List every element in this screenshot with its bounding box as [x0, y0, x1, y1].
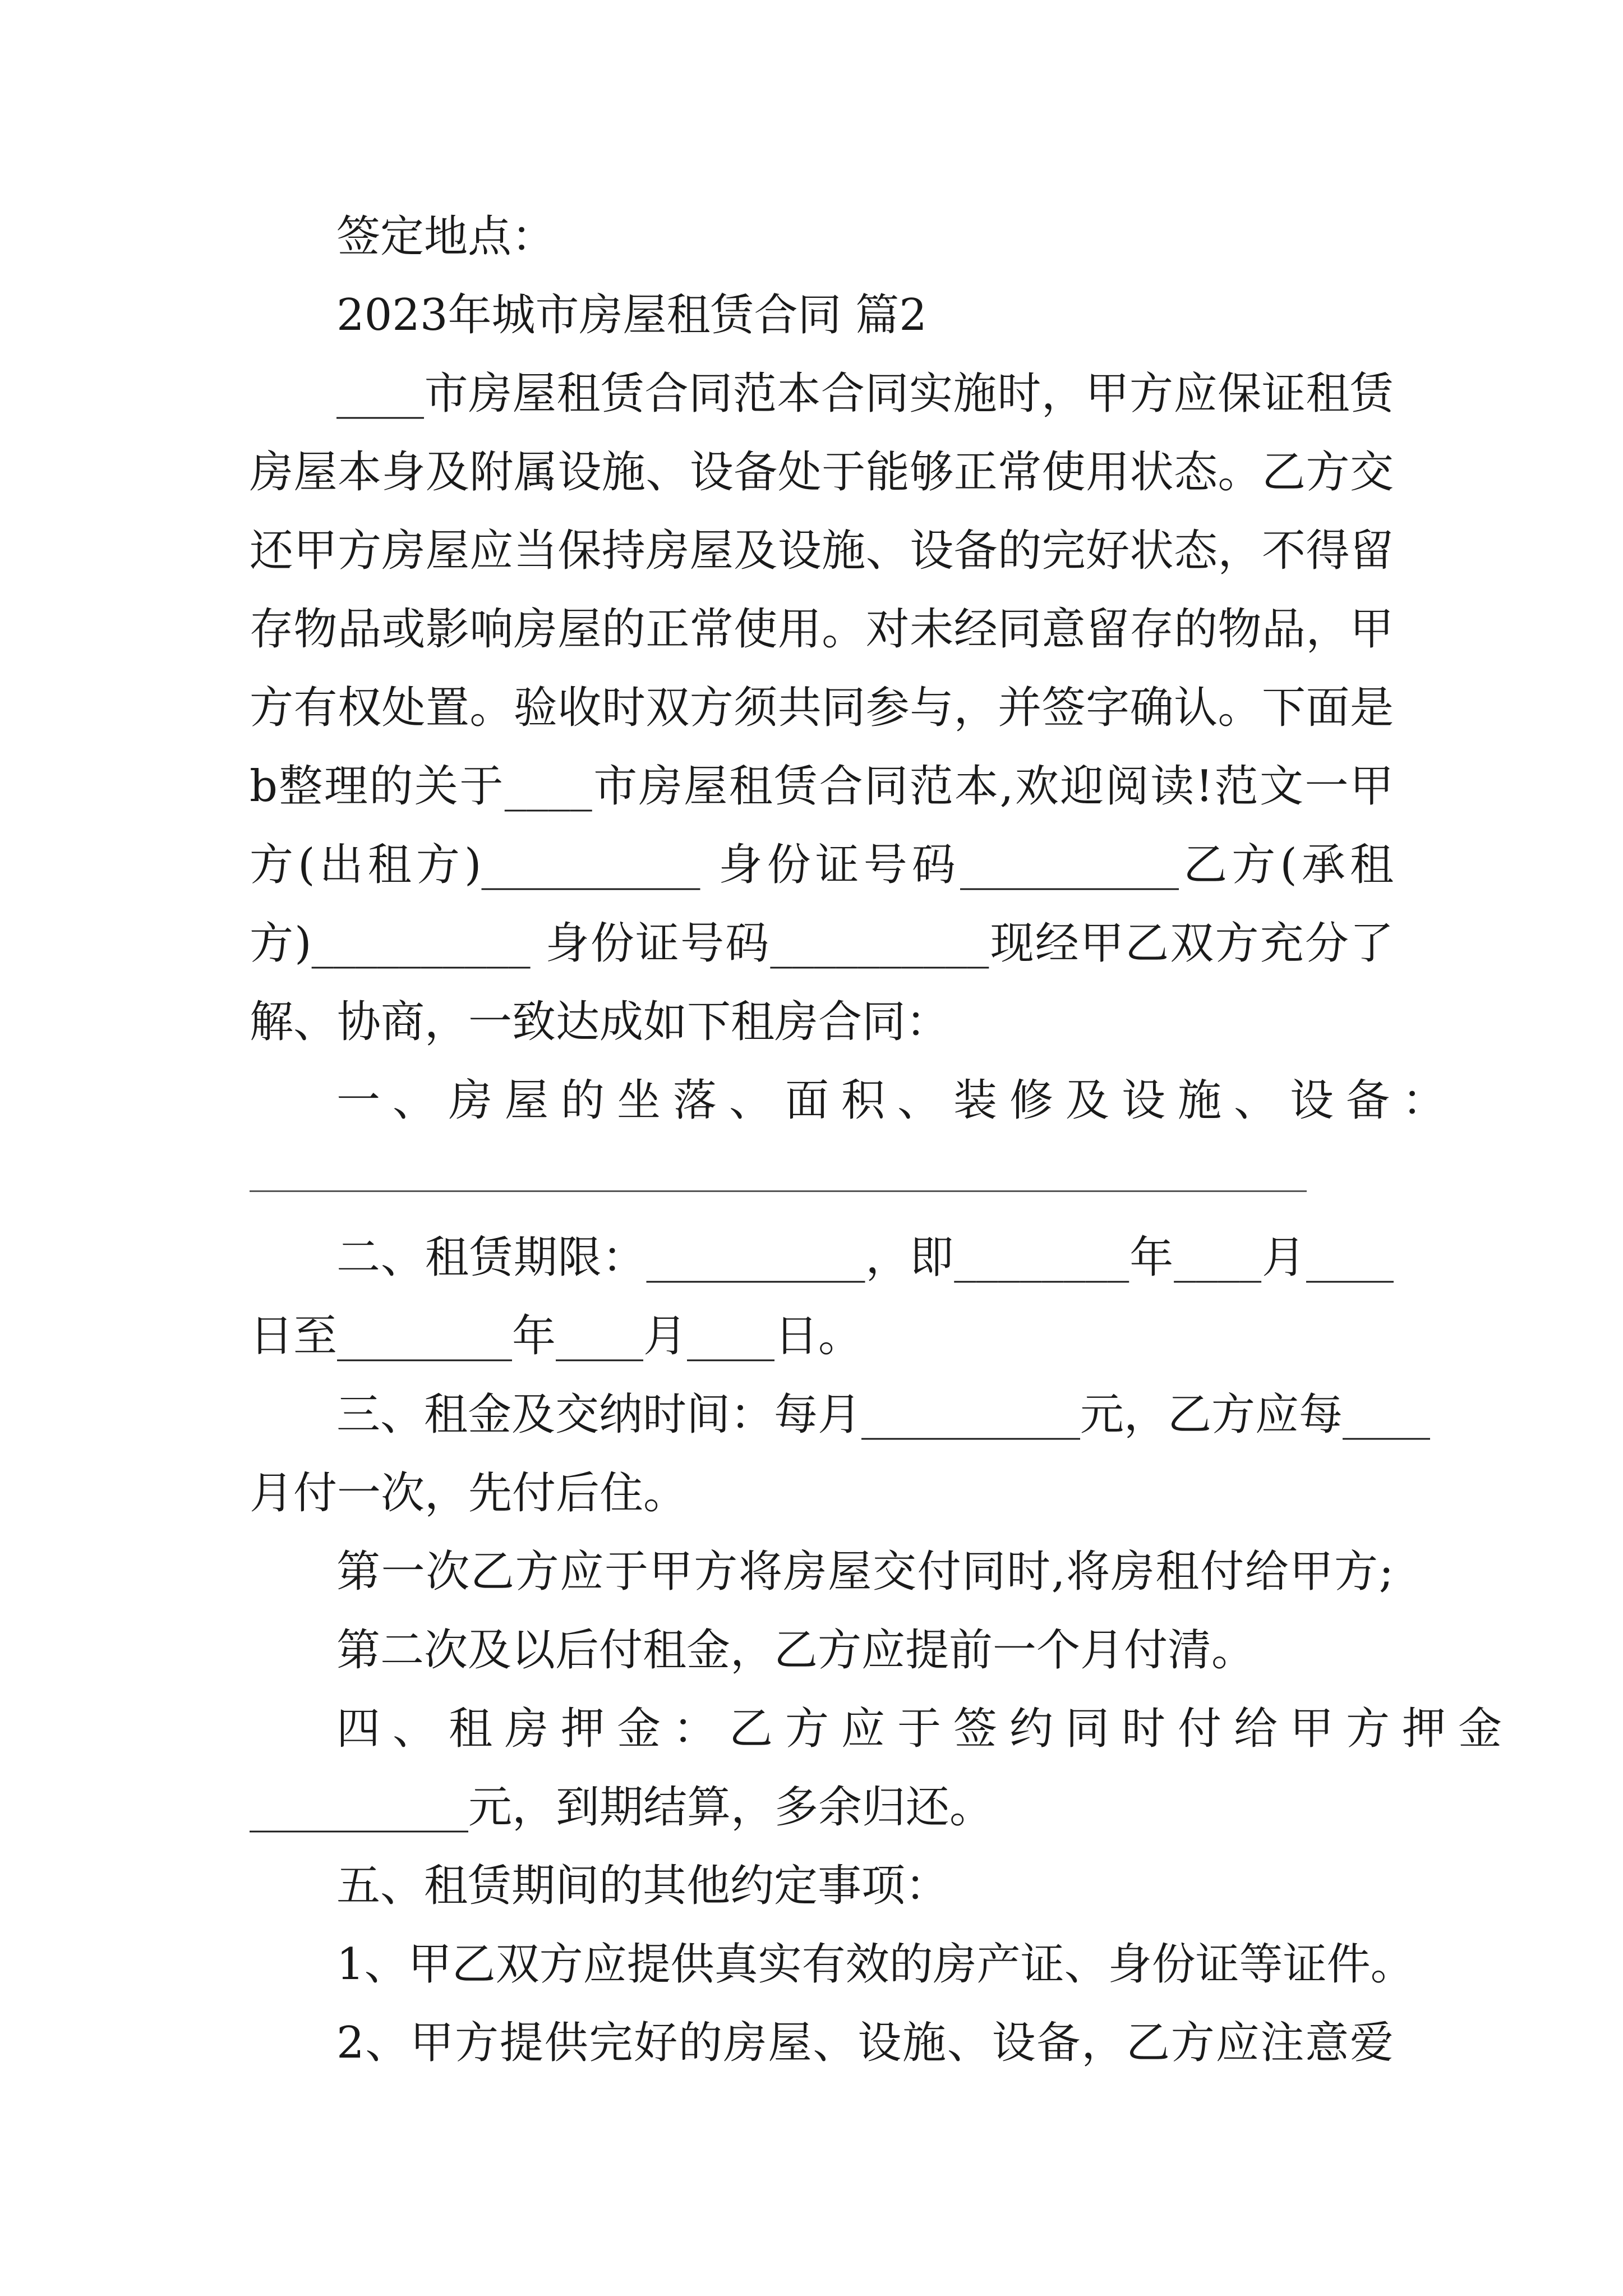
- clause-4-line: __________元，到期结算，多余归还。: [250, 1782, 994, 1833]
- paragraph-line: 还甲方房屋应当保持房屋及设施、设备的完好状态，不得留: [250, 526, 1394, 576]
- clause-2-line: 日至________年____月____日。: [250, 1311, 863, 1361]
- paragraph-line: 方)__________ 身份证号码__________现经甲乙双方充分了: [250, 918, 1394, 969]
- paragraph-line: ____市房屋租赁合同范本合同实施时，甲方应保证租赁: [336, 369, 1394, 419]
- paragraph-line: 方(出租方)__________ 身份证号码__________乙方(承租: [250, 840, 1394, 890]
- clause-5-item-2: 2、甲方提供完好的房屋、设施、设备，乙方应注意爱: [336, 2018, 1394, 2068]
- signing-place-line: 签定地点：: [336, 211, 556, 262]
- clause-4-line: 四、租房押金：乙方应于签约同时付给甲方押金: [336, 1704, 1515, 1754]
- clause-5-item-1: 1、甲乙双方应提供真实有效的房产证、身份证等证件。: [336, 1939, 1414, 1990]
- paragraph-line: 存物品或影响房屋的正常使用。对未经同意留存的物品，甲: [250, 604, 1394, 655]
- blank-fill-line: [250, 1190, 1307, 1192]
- clause-1-heading: 一、房屋的坐落、面积、装修及设施、设备：: [336, 1075, 1459, 1126]
- clause-3-line: 月付一次，先付后住。: [250, 1468, 688, 1519]
- paragraph-line: 解、协商，一致达成如下租房合同：: [250, 997, 950, 1047]
- clause-5-heading: 五、租赁期间的其他约定事项：: [336, 1861, 949, 1911]
- clause-3-line: 三、租金及交纳时间：每月__________元，乙方应每____: [336, 1389, 1431, 1440]
- clause-2-line: 二、租赁期限：__________，即________年____月____: [336, 1232, 1394, 1283]
- paragraph-line: 方有权处置。验收时双方须共同参与，并签字确认。下面是: [250, 683, 1394, 733]
- payment-first-line: 第一次乙方应于甲方将房屋交付同时,将房租付给甲方;: [336, 1547, 1394, 1597]
- paragraph-line: b整理的关于____市房屋租赁合同范本,欢迎阅读!范文一甲: [250, 761, 1394, 812]
- payment-second-line: 第二次及以后付租金，乙方应提前一个月付清。: [336, 1625, 1256, 1676]
- contract-title: 2023年城市房屋租赁合同 篇2: [336, 290, 927, 341]
- paragraph-line: 房屋本身及附属设施、设备处于能够正常使用状态。乙方交: [250, 447, 1394, 498]
